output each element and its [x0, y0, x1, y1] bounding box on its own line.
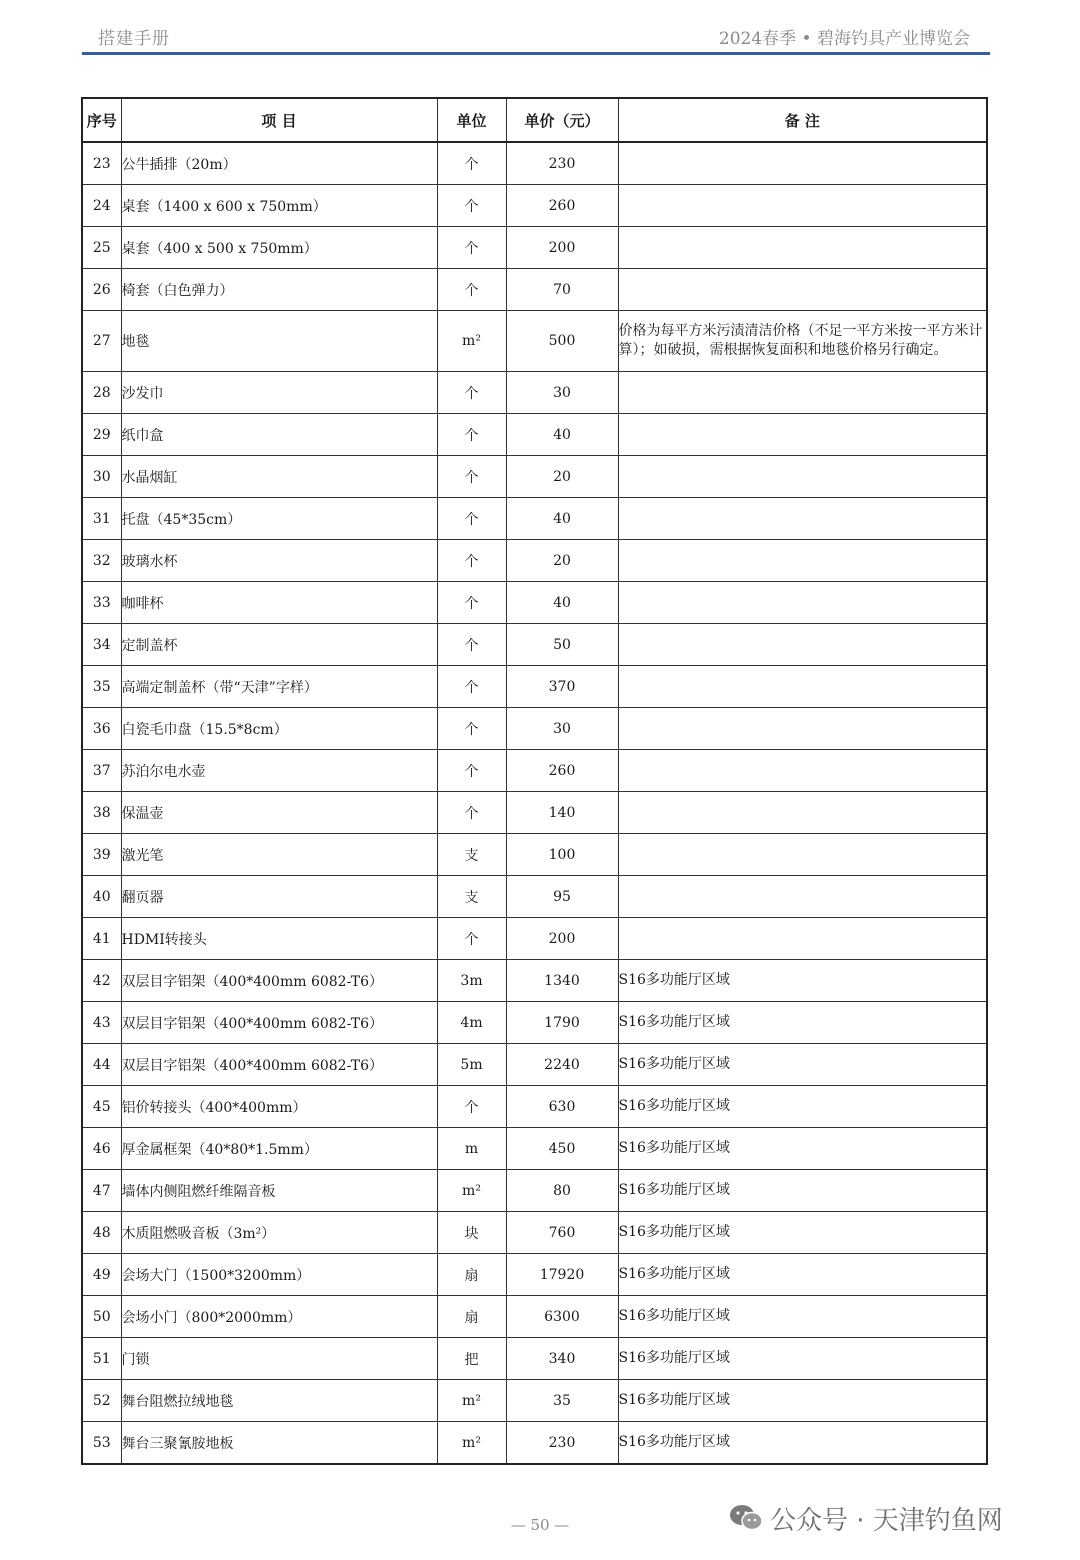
cell-unit: m² — [437, 1170, 506, 1212]
cell-no: 28 — [82, 372, 121, 414]
cell-unit: 块 — [437, 1212, 506, 1254]
cell-no: 31 — [82, 498, 121, 540]
cell-no: 23 — [82, 142, 121, 185]
cell-item: 木质阻燃吸音板（3m²） — [121, 1212, 437, 1254]
cell-note — [618, 456, 987, 498]
cell-item: 托盘（45*35cm） — [121, 498, 437, 540]
cell-note: S16多功能厅区域 — [618, 1338, 987, 1380]
cell-note: S16多功能厅区域 — [618, 960, 987, 1002]
cell-item: 保温壶 — [121, 792, 437, 834]
cell-unit: 个 — [437, 269, 506, 311]
cell-price: 30 — [506, 372, 618, 414]
cell-note — [618, 582, 987, 624]
table-row — [82, 227, 987, 269]
col-header-no: 序号 — [82, 98, 121, 142]
cell-unit: 个 — [437, 918, 506, 960]
cell-no: 39 — [82, 834, 121, 876]
table-row — [82, 498, 987, 540]
cell-note — [618, 876, 987, 918]
table-row — [82, 918, 987, 960]
table-row — [82, 142, 987, 185]
cell-unit: 把 — [437, 1338, 506, 1380]
cell-no: 43 — [82, 1002, 121, 1044]
cell-no: 35 — [82, 666, 121, 708]
cell-note — [618, 834, 987, 876]
cell-note — [618, 792, 987, 834]
cell-item: 沙发巾 — [121, 372, 437, 414]
cell-unit: 个 — [437, 1086, 506, 1128]
table-row — [82, 269, 987, 311]
cell-no: 40 — [82, 876, 121, 918]
cell-note — [618, 498, 987, 540]
cell-price: 230 — [506, 142, 618, 185]
table-row — [82, 1002, 987, 1044]
cell-unit: 支 — [437, 876, 506, 918]
cell-no: 37 — [82, 750, 121, 792]
cell-price: 2240 — [506, 1044, 618, 1086]
cell-price: 630 — [506, 1086, 618, 1128]
table-row — [82, 1044, 987, 1086]
cell-price: 50 — [506, 624, 618, 666]
table-row — [82, 1086, 987, 1128]
cell-unit: 个 — [437, 227, 506, 269]
table-row — [82, 1170, 987, 1212]
cell-no: 32 — [82, 540, 121, 582]
cell-item: 公牛插排（20m） — [121, 142, 437, 185]
table-row — [82, 750, 987, 792]
table-row — [82, 1422, 987, 1465]
cell-item: 地毯 — [121, 311, 437, 372]
cell-no: 44 — [82, 1044, 121, 1086]
cell-unit: 3m — [437, 960, 506, 1002]
cell-price: 1790 — [506, 1002, 618, 1044]
watermark-text: 公众号 · 天津钓鱼网 — [770, 1505, 1003, 1536]
cell-unit: 个 — [437, 456, 506, 498]
cell-price: 100 — [506, 834, 618, 876]
cell-no: 24 — [82, 185, 121, 227]
cell-item: 桌套（400 x 500 x 750mm） — [121, 227, 437, 269]
cell-price: 1340 — [506, 960, 618, 1002]
table-row — [82, 1296, 987, 1338]
cell-unit: 5m — [437, 1044, 506, 1086]
cell-note — [618, 708, 987, 750]
table-row — [82, 540, 987, 582]
col-header-note: 备 注 — [618, 98, 987, 142]
cell-no: 45 — [82, 1086, 121, 1128]
cell-no: 49 — [82, 1254, 121, 1296]
cell-note — [618, 185, 987, 227]
cell-price: 35 — [506, 1380, 618, 1422]
cell-unit: 个 — [437, 582, 506, 624]
table-row — [82, 311, 987, 372]
cell-item: 双层目字铝架（400*400mm 6082-T6） — [121, 1002, 437, 1044]
cell-item: 水晶烟缸 — [121, 456, 437, 498]
cell-item: 苏泊尔电水壶 — [121, 750, 437, 792]
cell-price: 760 — [506, 1212, 618, 1254]
cell-note: 价格为每平方米污渍清洁价格（不足一平方米按一平方米计算）；如破损，需根据恢复面积和地毯价格另行确定。 — [618, 311, 987, 372]
watermark — [728, 1498, 1003, 1538]
cell-unit: 个 — [437, 414, 506, 456]
table-header-row — [82, 98, 987, 142]
cell-price: 260 — [506, 750, 618, 792]
cell-unit: 扇 — [437, 1254, 506, 1296]
cell-unit: 个 — [437, 750, 506, 792]
table-row — [82, 834, 987, 876]
cell-no: 33 — [82, 582, 121, 624]
cell-note — [618, 142, 987, 185]
table-row — [82, 185, 987, 227]
cell-no: 36 — [82, 708, 121, 750]
cell-note — [618, 918, 987, 960]
cell-unit: m² — [437, 1380, 506, 1422]
table-row — [82, 960, 987, 1002]
cell-note: S16多功能厅区域 — [618, 1086, 987, 1128]
cell-no: 30 — [82, 456, 121, 498]
cell-no: 34 — [82, 624, 121, 666]
cell-unit: 个 — [437, 142, 506, 185]
cell-price: 230 — [506, 1422, 618, 1465]
wechat-icon — [728, 1503, 764, 1533]
table-row — [82, 666, 987, 708]
table-row — [82, 1380, 987, 1422]
cell-price: 95 — [506, 876, 618, 918]
cell-unit: m² — [437, 311, 506, 372]
cell-note — [618, 269, 987, 311]
cell-price: 200 — [506, 918, 618, 960]
col-header-price: 单价（元） — [506, 98, 618, 142]
cell-note: S16多功能厅区域 — [618, 1044, 987, 1086]
cell-no: 27 — [82, 311, 121, 372]
cell-unit: 个 — [437, 498, 506, 540]
cell-item: 舞台三聚氰胺地板 — [121, 1422, 437, 1465]
cell-item: 白瓷毛巾盘（15.5*8cm） — [121, 708, 437, 750]
table-body — [82, 142, 987, 1464]
cell-item: 桌套（1400 x 600 x 750mm） — [121, 185, 437, 227]
cell-item: 激光笔 — [121, 834, 437, 876]
cell-price: 500 — [506, 311, 618, 372]
col-header-item: 项 目 — [121, 98, 437, 142]
cell-note — [618, 750, 987, 792]
cell-no: 25 — [82, 227, 121, 269]
cell-item: 门锁 — [121, 1338, 437, 1380]
cell-no: 47 — [82, 1170, 121, 1212]
cell-price: 40 — [506, 582, 618, 624]
cell-note: S16多功能厅区域 — [618, 1170, 987, 1212]
table-row — [82, 876, 987, 918]
cell-item: 舞台阻燃拉绒地毯 — [121, 1380, 437, 1422]
table-row — [82, 372, 987, 414]
cell-note — [618, 414, 987, 456]
cell-price: 17920 — [506, 1254, 618, 1296]
cell-note: S16多功能厅区域 — [618, 1002, 987, 1044]
cell-no: 26 — [82, 269, 121, 311]
cell-item: 墙体内侧阻燃纤维隔音板 — [121, 1170, 437, 1212]
cell-unit: 支 — [437, 834, 506, 876]
cell-price: 260 — [506, 185, 618, 227]
cell-item: 翻页器 — [121, 876, 437, 918]
cell-item: 双层目字铝架（400*400mm 6082-T6） — [121, 960, 437, 1002]
cell-item: 咖啡杯 — [121, 582, 437, 624]
cell-unit: 个 — [437, 540, 506, 582]
cell-no: 48 — [82, 1212, 121, 1254]
cell-unit: 个 — [437, 185, 506, 227]
header-right-title: 2024春季 • 碧海钓具产业博览会 — [718, 29, 970, 49]
page-number: — 50 — — [510, 1516, 570, 1534]
cell-no: 29 — [82, 414, 121, 456]
cell-unit: m — [437, 1128, 506, 1170]
cell-no: 41 — [82, 918, 121, 960]
cell-price: 370 — [506, 666, 618, 708]
cell-unit: 个 — [437, 708, 506, 750]
table-row — [82, 708, 987, 750]
cell-no: 46 — [82, 1128, 121, 1170]
cell-unit: 4m — [437, 1002, 506, 1044]
cell-note: S16多功能厅区域 — [618, 1422, 987, 1465]
cell-item: 玻璃水杯 — [121, 540, 437, 582]
cell-price: 30 — [506, 708, 618, 750]
cell-no: 42 — [82, 960, 121, 1002]
table-row — [82, 792, 987, 834]
cell-item: 高端定制盖杯（带“天津”字样） — [121, 666, 437, 708]
cell-note — [618, 666, 987, 708]
cell-no: 38 — [82, 792, 121, 834]
cell-unit: 个 — [437, 372, 506, 414]
cell-item: 会场小门（800*2000mm） — [121, 1296, 437, 1338]
cell-price: 20 — [506, 540, 618, 582]
cell-no: 53 — [82, 1422, 121, 1465]
header-left-title: 搭建手册 — [98, 29, 170, 49]
cell-note — [618, 227, 987, 269]
cell-price: 340 — [506, 1338, 618, 1380]
cell-unit: 个 — [437, 792, 506, 834]
col-header-unit: 单位 — [437, 98, 506, 142]
cell-item: 定制盖杯 — [121, 624, 437, 666]
cell-unit: m² — [437, 1422, 506, 1465]
cell-note: S16多功能厅区域 — [618, 1380, 987, 1422]
cell-price: 200 — [506, 227, 618, 269]
table-row — [82, 414, 987, 456]
table-row — [82, 1254, 987, 1296]
cell-note: S16多功能厅区域 — [618, 1254, 987, 1296]
cell-item: 厚金属框架（40*80*1.5mm） — [121, 1128, 437, 1170]
cell-price: 140 — [506, 792, 618, 834]
table-row — [82, 456, 987, 498]
cell-item: 双层目字铝架（400*400mm 6082-T6） — [121, 1044, 437, 1086]
cell-item: 纸巾盒 — [121, 414, 437, 456]
table-row — [82, 624, 987, 666]
cell-unit: 个 — [437, 666, 506, 708]
cell-item: HDMI转接头 — [121, 918, 437, 960]
cell-note — [618, 372, 987, 414]
cell-price: 6300 — [506, 1296, 618, 1338]
cell-price: 70 — [506, 269, 618, 311]
cell-no: 50 — [82, 1296, 121, 1338]
cell-note: S16多功能厅区域 — [618, 1128, 987, 1170]
table-row — [82, 1338, 987, 1380]
header-rule — [82, 52, 990, 55]
cell-note — [618, 540, 987, 582]
cell-unit: 个 — [437, 624, 506, 666]
cell-price: 20 — [506, 456, 618, 498]
cell-item: 铝价转接头（400*400mm） — [121, 1086, 437, 1128]
cell-price: 450 — [506, 1128, 618, 1170]
cell-price: 40 — [506, 414, 618, 456]
cell-item: 椅套（白色弹力） — [121, 269, 437, 311]
price-table — [81, 97, 988, 1465]
cell-note: S16多功能厅区域 — [618, 1296, 987, 1338]
cell-price: 80 — [506, 1170, 618, 1212]
cell-no: 51 — [82, 1338, 121, 1380]
table-row — [82, 582, 987, 624]
table-row — [82, 1128, 987, 1170]
cell-item: 会场大门（1500*3200mm） — [121, 1254, 437, 1296]
table-row — [82, 1212, 987, 1254]
cell-unit: 扇 — [437, 1296, 506, 1338]
cell-note — [618, 624, 987, 666]
cell-price: 40 — [506, 498, 618, 540]
cell-no: 52 — [82, 1380, 121, 1422]
cell-note: S16多功能厅区域 — [618, 1212, 987, 1254]
